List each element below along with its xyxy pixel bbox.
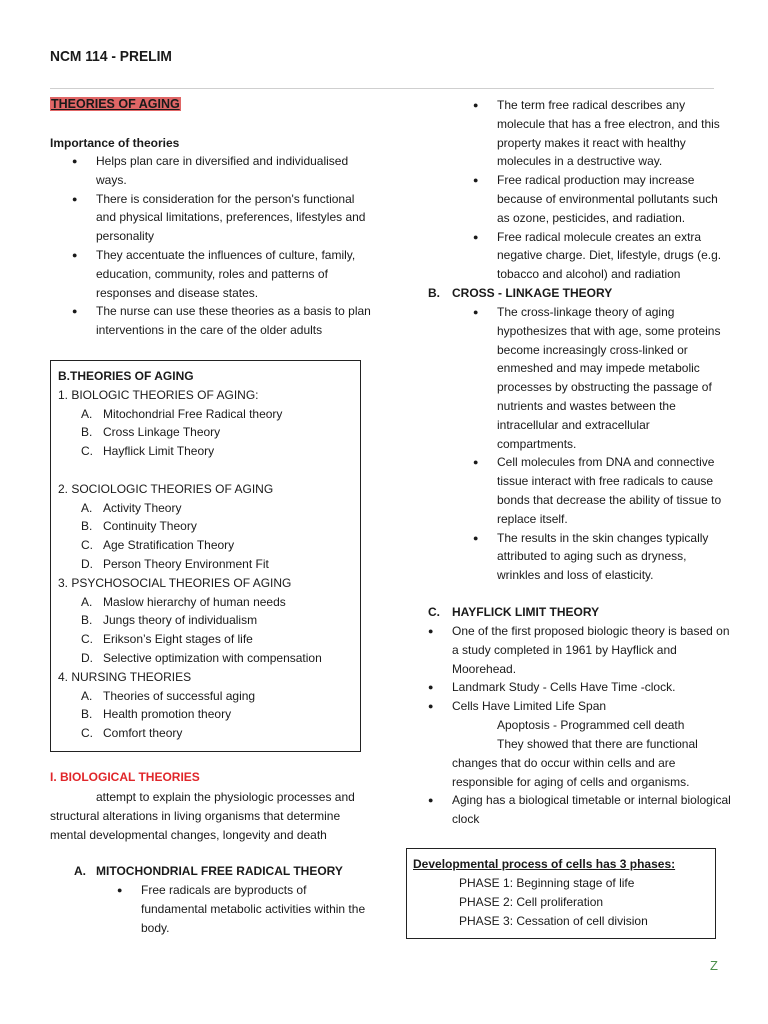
- item-label: Comfort theory: [103, 726, 183, 741]
- hayflick-list: [428, 622, 732, 716]
- item-letter: A.: [81, 500, 93, 515]
- theory-item: [58, 687, 356, 706]
- bullet-text-line: Cell molecules from DNA and connective: [497, 455, 715, 470]
- bullet-text-line: clock: [452, 811, 480, 826]
- item-letter: A.: [81, 594, 93, 609]
- bullet-text-line: wrinkles and loss of elasticity.: [497, 568, 654, 583]
- bullet-icon: ●: [473, 532, 479, 543]
- free-radical-item: [473, 96, 727, 171]
- bullet-icon: ●: [428, 626, 434, 636]
- divider: [50, 88, 714, 89]
- cross-letter: B.: [428, 286, 440, 300]
- group-heading: 1. BIOLOGIC THEORIES OF AGING:: [58, 387, 259, 402]
- bullet-text-line: compartments.: [497, 436, 577, 451]
- bullet-icon: ●: [473, 457, 479, 468]
- bullet-text-line: become increasingly cross-linked or: [497, 342, 688, 357]
- item-letter: C.: [81, 726, 93, 741]
- showed-line: They showed that there are functional: [497, 737, 698, 751]
- mito-item: [117, 881, 371, 937]
- item-letter: A.: [81, 688, 93, 703]
- theory-item: [58, 517, 356, 536]
- bullet-icon: ●: [473, 231, 479, 242]
- cross-linkage-list: [473, 303, 727, 585]
- bullet-icon: ●: [72, 156, 78, 166]
- hayflick-item: [428, 622, 732, 678]
- phases-title: Developmental process of cells has 3 phases:: [413, 857, 676, 871]
- item-letter: B.: [81, 519, 93, 534]
- phases-box: [406, 848, 716, 939]
- bullet-text-line: The nurse can use these theories as a basis to plan: [96, 304, 371, 319]
- bullet-text-line: ways.: [96, 172, 127, 187]
- group-heading: 4. NURSING THEORIES: [58, 669, 192, 684]
- importance-item: [72, 190, 376, 246]
- phase-line: PHASE 3: Cessation of cell division: [459, 913, 648, 928]
- item-label: Theories of successful aging: [103, 688, 256, 703]
- hayflick-item: [428, 697, 732, 716]
- item-letter: A.: [81, 406, 93, 421]
- bullet-icon: ●: [72, 193, 78, 204]
- showed-line: responsible for aging of cells and organisms.: [452, 774, 690, 789]
- bullet-text-line: molecules in a destructive way.: [497, 154, 663, 169]
- bullet-text-line: intracellular and extracellular: [497, 417, 650, 432]
- bullet-text-line: enmeshed and may impede metabolic: [497, 361, 700, 376]
- item-label: Activity Theory: [103, 500, 182, 515]
- theories-of-aging-heading: THEORIES OF AGING: [51, 97, 180, 111]
- theory-item: [58, 499, 356, 518]
- item-letter: B.: [81, 613, 93, 628]
- importance-title: Importance of theories: [50, 136, 180, 150]
- bullet-text-line: and physical limitations, preferences, lifestyles and: [96, 210, 366, 225]
- cross-linkage-item: [473, 303, 727, 453]
- bullet-text-line: They accentuate the influences of culture, family,: [96, 247, 356, 262]
- bullet-text-line: Free radical molecule creates an extra: [497, 229, 702, 244]
- bullet-icon: ●: [72, 249, 78, 260]
- bullet-text-line: Free radicals are byproducts of: [141, 883, 307, 897]
- theory-item: [58, 442, 356, 461]
- theory-item: [58, 423, 356, 442]
- cross-linkage-item: [473, 529, 727, 585]
- item-label: Person Theory Environment Fit: [103, 556, 269, 571]
- importance-item: [72, 246, 376, 302]
- bullet-icon: ●: [428, 795, 434, 805]
- bio-text-line: mental developmental changes, longevity and death: [50, 827, 327, 842]
- item-letter: D.: [81, 556, 93, 571]
- mito-list: [117, 881, 371, 937]
- group-heading: 2. SOCIOLOGIC THEORIES OF AGING: [58, 481, 274, 496]
- item-label: Mitochondrial Free Radical theory: [103, 406, 283, 421]
- mito-heading: MITOCHONDRIAL FREE RADICAL THEORY: [96, 864, 343, 878]
- theory-item: [58, 630, 356, 649]
- item-label: Selective optimization with compensation: [103, 650, 322, 665]
- bullet-icon: ●: [72, 306, 78, 317]
- corner-mark: Z: [710, 958, 718, 973]
- bullet-text-line: Free radical production may increase: [497, 173, 695, 188]
- hayflick-heading: HAYFLICK LIMIT THEORY: [452, 605, 600, 619]
- bullet-text-line: tobacco and alcohol) and radiation: [497, 267, 681, 282]
- item-label: Cross Linkage Theory: [103, 425, 221, 440]
- bullet-text-line: hypothesizes that with age, some proteins: [497, 323, 721, 338]
- theory-item: [58, 555, 356, 574]
- theories-box: [50, 360, 361, 752]
- bio-text-line: structural alterations in living organisms that determine: [50, 808, 341, 823]
- bullet-text-line: Cells Have Limited Life Span: [452, 699, 607, 714]
- bullet-text-line: a study completed in 1961 by Hayflick and: [452, 642, 677, 657]
- theory-item: [58, 536, 356, 555]
- item-label: Continuity Theory: [103, 519, 197, 534]
- theory-item: [58, 593, 356, 612]
- page-title: NCM 114 - PRELIM: [50, 48, 172, 65]
- bullet-text-line: processes by obstructing the passage of: [497, 380, 712, 395]
- free-radical-list: [473, 96, 727, 284]
- item-label: Erikson’s Eight stages of life: [103, 632, 253, 647]
- phase-line: PHASE 1: Beginning stage of life: [459, 876, 635, 890]
- free-radical-item: [473, 171, 727, 227]
- bullet-text-line: The term free radical describes any: [497, 98, 686, 112]
- bullet-text-line: education, community, roles and patterns of: [96, 266, 328, 281]
- free-radical-item: [473, 228, 727, 284]
- bullet-icon: ●: [473, 307, 479, 317]
- item-label: Jungs theory of individualism: [103, 613, 258, 628]
- bullet-text-line: nutrients and wastes between the: [497, 398, 676, 413]
- spacer: [58, 461, 356, 480]
- bullet-text-line: property makes it react with healthy: [497, 135, 686, 150]
- bullet-text-line: body.: [141, 920, 170, 935]
- bullet-text-line: personality: [96, 229, 155, 244]
- cross-linkage-item: [473, 453, 727, 528]
- theory-item: [58, 649, 356, 668]
- theory-item: [58, 405, 356, 424]
- showed-text: [452, 735, 732, 791]
- item-letter: B.: [81, 425, 93, 440]
- bullet-text-line: The results in the skin changes typically: [497, 530, 709, 545]
- timetable-list: [428, 791, 732, 829]
- apoptosis-line: Apoptosis - Programmed cell death: [497, 718, 685, 732]
- bullet-text-line: Helps plan care in diversified and individualised: [96, 154, 349, 168]
- cross-heading: CROSS - LINKAGE THEORY: [452, 286, 613, 300]
- bullet-icon: ●: [473, 175, 479, 186]
- bullet-icon: ●: [428, 682, 434, 693]
- item-letter: C.: [81, 444, 93, 459]
- bullet-text-line: There is consideration for the person's functional: [96, 191, 355, 206]
- bullet-text-line: One of the first proposed biologic theory is based on: [452, 624, 730, 638]
- timetable-item: [428, 791, 732, 829]
- item-letter: C.: [81, 632, 93, 647]
- bullet-text-line: Aging has a biological timetable or internal biological: [452, 793, 731, 807]
- bullet-text-line: as ozone, pesticides, and radiation.: [497, 210, 686, 225]
- importance-item: [72, 152, 376, 190]
- bullet-text-line: Moorehead.: [452, 661, 517, 676]
- bullet-text-line: Landmark Study - Cells Have Time -clock.: [452, 680, 676, 695]
- hayflick-item: [428, 678, 732, 697]
- bullet-text-line: attributed to aging such as dryness,: [497, 549, 687, 564]
- item-label: Hayflick Limit Theory: [103, 444, 215, 459]
- item-letter: C.: [81, 538, 93, 553]
- item-letter: B.: [81, 707, 93, 722]
- bullet-icon: ●: [428, 701, 434, 712]
- bullet-text-line: molecule that has a free electron, and this: [497, 116, 720, 131]
- hayflick-letter: C.: [428, 605, 440, 619]
- group-heading: 3. PSYCHOSOCIAL THEORIES OF AGING: [58, 575, 292, 590]
- bullet-text-line: tissue interact with free radicals to cause: [497, 474, 714, 489]
- theory-item: [58, 724, 356, 743]
- item-letter: D.: [81, 650, 93, 665]
- theory-item: [58, 611, 356, 630]
- bullet-icon: ●: [117, 885, 123, 895]
- item-label: Maslow hierarchy of human needs: [103, 594, 286, 609]
- box-title: B.THEORIES OF AGING: [58, 369, 194, 383]
- importance-list: [72, 152, 376, 340]
- phase-line: PHASE 2: Cell proliferation: [459, 894, 604, 909]
- bullet-text-line: responses and disease states.: [96, 285, 259, 300]
- mito-letter: A.: [74, 864, 86, 878]
- bio-text-line: attempt to explain the physiologic processes and: [96, 790, 355, 804]
- item-label: Age Stratification Theory: [103, 538, 235, 553]
- bullet-text-line: because of environmental pollutants such: [497, 191, 718, 206]
- importance-item: [72, 302, 376, 340]
- biological-theories-heading: I. BIOLOGICAL THEORIES: [50, 770, 200, 784]
- bullet-icon: ●: [473, 100, 479, 110]
- biological-theories-text: [50, 788, 370, 844]
- showed-line: changes that do occur within cells and are: [452, 755, 676, 770]
- item-label: Health promotion theory: [103, 707, 232, 722]
- theory-item: [58, 705, 356, 724]
- bullet-text-line: interventions in the care of the older adults: [96, 323, 323, 338]
- bullet-text-line: fundamental metabolic activities within the: [141, 901, 366, 916]
- bullet-text-line: bonds that decrease the ability of tissue to: [497, 492, 722, 507]
- bullet-text-line: The cross-linkage theory of aging: [497, 305, 675, 319]
- bullet-text-line: replace itself.: [497, 511, 568, 526]
- bullet-text-line: negative charge. Diet, lifestyle, drugs (e.g.: [497, 248, 722, 263]
